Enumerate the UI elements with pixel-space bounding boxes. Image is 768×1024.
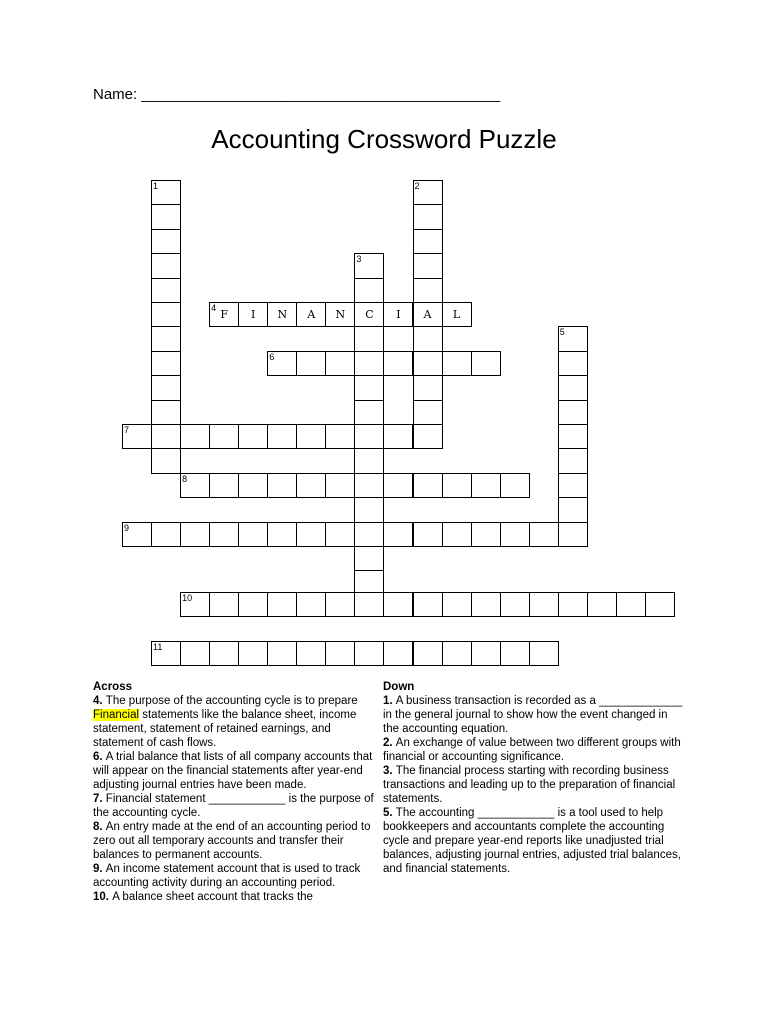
crossword-cell[interactable] xyxy=(500,592,530,617)
cell-letter: N xyxy=(277,308,288,321)
crossword-cell[interactable] xyxy=(529,641,559,666)
clue-number: 5 xyxy=(559,327,565,338)
crossword-cell[interactable] xyxy=(413,424,443,449)
crossword-cell[interactable] xyxy=(325,592,355,617)
cell-letter: I xyxy=(251,308,256,321)
crossword-cell[interactable] xyxy=(558,326,588,351)
cell-letter: I xyxy=(396,308,401,321)
crossword-cell[interactable] xyxy=(151,204,181,229)
crossword-cell[interactable] xyxy=(558,473,588,498)
crossword-cell[interactable] xyxy=(471,473,501,498)
crossword-cell[interactable] xyxy=(383,302,413,327)
crossword-cell[interactable] xyxy=(383,424,413,449)
clue-number-label: 2. xyxy=(383,737,396,749)
crossword-cell[interactable] xyxy=(238,522,268,547)
crossword-cell[interactable] xyxy=(180,641,210,666)
crossword-cell[interactable] xyxy=(500,641,530,666)
clue-item: 7. Financial statement ____________ is the purpose of the accounting cycle. xyxy=(93,793,374,819)
clue-item: 10. A balance sheet account that tracks the xyxy=(93,891,313,903)
crossword-cell[interactable] xyxy=(151,448,181,473)
crossword-cell[interactable] xyxy=(151,641,181,666)
clue-number: 7 xyxy=(124,425,130,435)
crossword-cell[interactable] xyxy=(209,473,239,498)
crossword-cell[interactable] xyxy=(529,522,559,547)
crossword-cell[interactable] xyxy=(151,424,181,449)
clue-number: 4 xyxy=(211,303,217,313)
crossword-cell[interactable] xyxy=(413,180,443,205)
crossword-cell[interactable] xyxy=(180,592,210,617)
crossword-cell[interactable] xyxy=(354,424,384,449)
crossword-cell[interactable] xyxy=(122,522,152,547)
crossword-cell[interactable] xyxy=(151,400,181,425)
crossword-cell[interactable] xyxy=(354,546,384,571)
crossword-cell[interactable] xyxy=(383,641,413,666)
crossword-cell[interactable] xyxy=(325,351,355,376)
crossword-cell[interactable] xyxy=(413,400,443,425)
clue-number-label: 3. xyxy=(383,765,396,777)
crossword-cell[interactable] xyxy=(296,351,326,376)
crossword-cell[interactable] xyxy=(151,229,181,254)
clue-number-label: 7. xyxy=(93,793,106,805)
clue-number: 9 xyxy=(124,522,130,533)
crossword-cell[interactable] xyxy=(442,473,472,498)
crossword-cell[interactable] xyxy=(442,522,472,547)
crossword-cell[interactable] xyxy=(296,592,326,617)
clue-number-label: 1. xyxy=(383,695,396,707)
clue-number-label: 10. xyxy=(93,891,113,903)
crossword-cell[interactable] xyxy=(413,473,443,498)
crossword-cell[interactable] xyxy=(354,448,384,473)
crossword-cell[interactable] xyxy=(354,641,384,666)
crossword-cell[interactable] xyxy=(558,351,588,376)
clue-item: 9. An income statement account that is used to track accounting activity during an accounting period. xyxy=(93,863,361,889)
cell-letter: L xyxy=(452,308,461,321)
crossword-cell[interactable] xyxy=(354,253,384,278)
crossword-cell[interactable] xyxy=(238,641,268,666)
crossword-cell[interactable] xyxy=(180,424,210,449)
clue-number-label: 9. xyxy=(93,863,106,875)
crossword-cell[interactable] xyxy=(383,473,413,498)
crossword-cell[interactable] xyxy=(500,473,530,498)
crossword-cell[interactable] xyxy=(238,302,268,327)
clue-number: 3 xyxy=(356,254,362,265)
crossword-cell[interactable] xyxy=(151,522,181,547)
crossword-cell[interactable] xyxy=(209,424,239,449)
crossword-cell[interactable] xyxy=(267,473,297,498)
crossword-cell[interactable] xyxy=(151,302,181,327)
cell-letter: C xyxy=(365,308,374,321)
crossword-cell[interactable] xyxy=(238,473,268,498)
highlighted-answer: Financial xyxy=(93,709,140,721)
crossword-cell[interactable] xyxy=(413,253,443,278)
clue-item: 2. An exchange of value between two different groups with financial or accounting significance. xyxy=(383,737,681,763)
crossword-cell[interactable] xyxy=(325,424,355,449)
crossword-cell[interactable] xyxy=(325,522,355,547)
crossword-cell[interactable] xyxy=(180,522,210,547)
crossword-cell[interactable] xyxy=(442,351,472,376)
crossword-cell[interactable] xyxy=(413,229,443,254)
clue-number: 1 xyxy=(153,181,159,191)
crossword-cell[interactable] xyxy=(267,302,297,327)
across-heading: Across xyxy=(93,681,132,693)
clue-number-label: 5. xyxy=(383,807,396,819)
crossword-cell[interactable] xyxy=(558,400,588,425)
crossword-cell[interactable] xyxy=(238,424,268,449)
crossword-cell[interactable] xyxy=(354,592,384,617)
crossword-cell[interactable] xyxy=(413,592,443,617)
crossword-cell[interactable] xyxy=(151,351,181,376)
clue-number: 11 xyxy=(153,642,163,652)
crossword-cell[interactable] xyxy=(267,641,297,666)
clue-number: 8 xyxy=(182,473,188,484)
clue-number: 10 xyxy=(182,593,193,603)
clue-item: 6. A trial balance that lists of all company accounts that will appear on the financial statements after year-end adjusting journal entries have been made. xyxy=(93,751,373,791)
clue-number-label: 4. xyxy=(93,695,106,707)
across-clues xyxy=(93,680,383,904)
crossword-cell[interactable] xyxy=(296,473,326,498)
crossword-cell[interactable] xyxy=(151,326,181,351)
crossword-cell[interactable] xyxy=(122,424,152,449)
crossword-cell[interactable] xyxy=(296,522,326,547)
crossword-cell[interactable] xyxy=(442,302,472,327)
down-clues xyxy=(383,680,683,876)
crossword-cell[interactable] xyxy=(209,522,239,547)
crossword-cell[interactable] xyxy=(413,351,443,376)
crossword-cell[interactable] xyxy=(354,351,384,376)
crossword-cell[interactable] xyxy=(151,180,181,205)
clue-number-label: 6. xyxy=(93,751,106,763)
crossword-cell[interactable] xyxy=(645,592,675,617)
crossword-cell[interactable] xyxy=(558,375,588,400)
crossword-cell[interactable] xyxy=(471,641,501,666)
crossword-cell[interactable] xyxy=(267,424,297,449)
crossword-cell[interactable] xyxy=(354,400,384,425)
crossword-cell[interactable] xyxy=(238,592,268,617)
crossword-cell[interactable] xyxy=(354,326,384,351)
crossword-cell[interactable] xyxy=(209,592,239,617)
crossword-cell[interactable] xyxy=(209,302,239,327)
crossword-cell[interactable] xyxy=(587,592,617,617)
crossword-cell[interactable] xyxy=(267,592,297,617)
page-title: Accounting Crossword Puzzle xyxy=(211,124,557,154)
crossword-cell[interactable] xyxy=(471,522,501,547)
crossword-cell[interactable] xyxy=(413,641,443,666)
down-heading: Down xyxy=(383,681,415,693)
crossword-cell[interactable] xyxy=(383,522,413,547)
crossword-cell[interactable] xyxy=(442,641,472,666)
crossword-cell[interactable] xyxy=(354,497,384,522)
crossword-cell[interactable] xyxy=(296,302,326,327)
crossword-cell[interactable] xyxy=(500,522,530,547)
clue-item: 4. The purpose of the accounting cycle is to prepare Financial statements like the balance sheet, income statement, statement of retained earnings, and statement of cash flows. xyxy=(93,695,358,749)
crossword-cell[interactable] xyxy=(180,473,210,498)
crossword-cell[interactable] xyxy=(383,592,413,617)
crossword-cell[interactable] xyxy=(354,375,384,400)
cell-letter: A xyxy=(423,308,432,321)
crossword-cell[interactable] xyxy=(325,302,355,327)
crossword-cell[interactable] xyxy=(471,592,501,617)
cell-letter: N xyxy=(335,308,346,321)
crossword-cell[interactable] xyxy=(151,253,181,278)
crossword-cell[interactable] xyxy=(267,351,297,376)
crossword-cell[interactable] xyxy=(558,522,588,547)
crossword-cell[interactable] xyxy=(354,278,384,303)
crossword-cell[interactable] xyxy=(151,375,181,400)
clue-item: 5. The accounting ____________ is a tool used to help bookkeepers and accountants complete the accounting cycle and prepare year-end reports like unadjusted trial balances, adjusting journal entries, adjusted trial balances, and financial statements. xyxy=(383,807,681,875)
name-field[interactable]: Name: ___________________________________________ xyxy=(93,86,501,103)
clue-number-label: 8. xyxy=(93,821,106,833)
crossword-cell[interactable] xyxy=(558,448,588,473)
crossword-cell[interactable] xyxy=(558,424,588,449)
crossword-cell[interactable] xyxy=(413,375,443,400)
crossword-cell[interactable] xyxy=(558,592,588,617)
crossword-cell[interactable] xyxy=(267,522,297,547)
crossword-cell[interactable] xyxy=(354,522,384,547)
cell-letter: A xyxy=(307,308,316,321)
crossword-cell[interactable] xyxy=(413,204,443,229)
crossword-cell[interactable] xyxy=(325,473,355,498)
clue-number: 2 xyxy=(414,181,420,191)
crossword-cell[interactable] xyxy=(413,302,443,327)
crossword-cell[interactable] xyxy=(471,351,501,376)
crossword-cell[interactable] xyxy=(209,641,239,666)
clue-number: 6 xyxy=(269,351,275,362)
cell-letter: F xyxy=(220,308,228,321)
crossword-cell[interactable] xyxy=(354,302,384,327)
crossword-cell[interactable] xyxy=(413,326,443,351)
crossword-cell[interactable] xyxy=(383,351,413,376)
crossword-cell[interactable] xyxy=(296,641,326,666)
crossword-cell[interactable] xyxy=(296,424,326,449)
clue-item: 1. A business transaction is recorded as a _____________ in the general journal to show how the event changed in the accounting equation. xyxy=(383,695,683,735)
crossword-cell[interactable] xyxy=(151,278,181,303)
crossword-cell[interactable] xyxy=(413,278,443,303)
crossword-cell[interactable] xyxy=(354,473,384,498)
crossword-cell[interactable] xyxy=(616,592,646,617)
crossword-cell[interactable] xyxy=(442,592,472,617)
clue-item: 8. An entry made at the end of an accounting period to zero out all temporary accounts and transfer their balances to permanent accounts. xyxy=(93,821,371,861)
clue-item: 3. The financial process starting with recording business transactions and leading up to the preparation of financial statements. xyxy=(383,765,676,805)
crossword-cell[interactable] xyxy=(558,497,588,522)
crossword-cell[interactable] xyxy=(325,641,355,666)
crossword-cell[interactable] xyxy=(413,522,443,547)
crossword-cell[interactable] xyxy=(529,592,559,617)
